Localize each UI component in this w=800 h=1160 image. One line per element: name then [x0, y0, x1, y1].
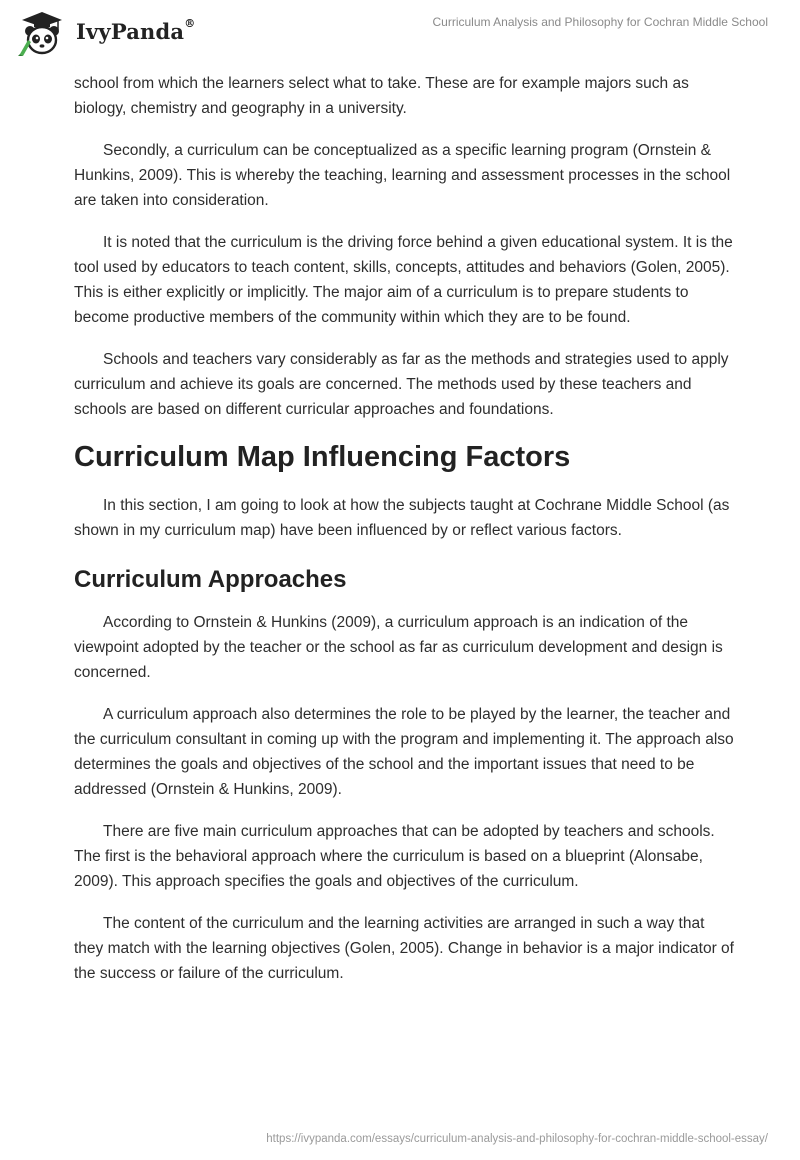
section-heading: Curriculum Map Influencing Factors [74, 441, 571, 473]
paragraph: The content of the curriculum and the learning activities are arranged in such a way that they match with the learning objectives (Golen, 2005). Change in behavior is a major indicator of the success or failure of the curriculum. [74, 915, 734, 982]
paragraph: Secondly, a curriculum can be conceptualized as a specific learning program (Ornstein & Hunkins, 2009). This is whereby the teaching, learning and assessment processes in the school are taken into consideration. [74, 142, 731, 209]
brand-name: IvyPanda® [76, 16, 196, 44]
paragraph: school from which the learners select what to take. These are for example majors such as biology, chemistry and geography in a university. [74, 75, 689, 117]
document-title: Curriculum Analysis and Philosophy for Cochran Middle School [432, 15, 768, 29]
paragraph: A curriculum approach also determines the role to be played by the learner, the teacher and the curriculum consultant in coming up with the program and implementing it. The approach also determines the goals and objectives of the school and the important issues that need to be addressed (Ornstein & Hunkins, 2009). [74, 706, 734, 798]
brand-logo-link[interactable] [14, 10, 195, 56]
paragraph: It is noted that the curriculum is the driving force behind a given educational system. It is the tool used by educators to teach content, skills, concepts, attitudes and behaviors (Golen, 2005). This is either explicitly or implicitly. The major aim of a curriculum is to prepare students to become productive members of the community within which they are to be found. [74, 234, 733, 326]
paragraph: According to Ornstein & Hunkins (2009), a curriculum approach is an indication of the viewpoint adopted by the teacher or the school as far as curriculum development and design is concerned. [74, 614, 723, 681]
paragraph: Schools and teachers vary considerably as far as the methods and strategies used to apply curriculum and achieve its goals are concerned. The methods used by these teachers and schools are based on different curricular approaches and foundations. [74, 351, 729, 418]
paragraph: In this section, I am going to look at how the subjects taught at Cochrane Middle School (as shown in my curriculum map) have been influenced by or reflect various factors. [74, 497, 730, 539]
source-url-link[interactable]: https://ivypanda.com/essays/curriculum-analysis-and-philosophy-for-cochran-middle-school-essay/ [266, 1133, 768, 1145]
page-header [0, 0, 800, 70]
article-body [74, 71, 734, 1003]
panda-graduate-icon [14, 10, 70, 56]
subsection-heading: Curriculum Approaches [74, 566, 347, 593]
paragraph: There are five main curriculum approaches that can be adopted by teachers and schools. The first is the behavioral approach where the curriculum is based on a blueprint (Alonsabe, 2009). This approach specifies the goals and objectives of the curriculum. [74, 823, 715, 890]
